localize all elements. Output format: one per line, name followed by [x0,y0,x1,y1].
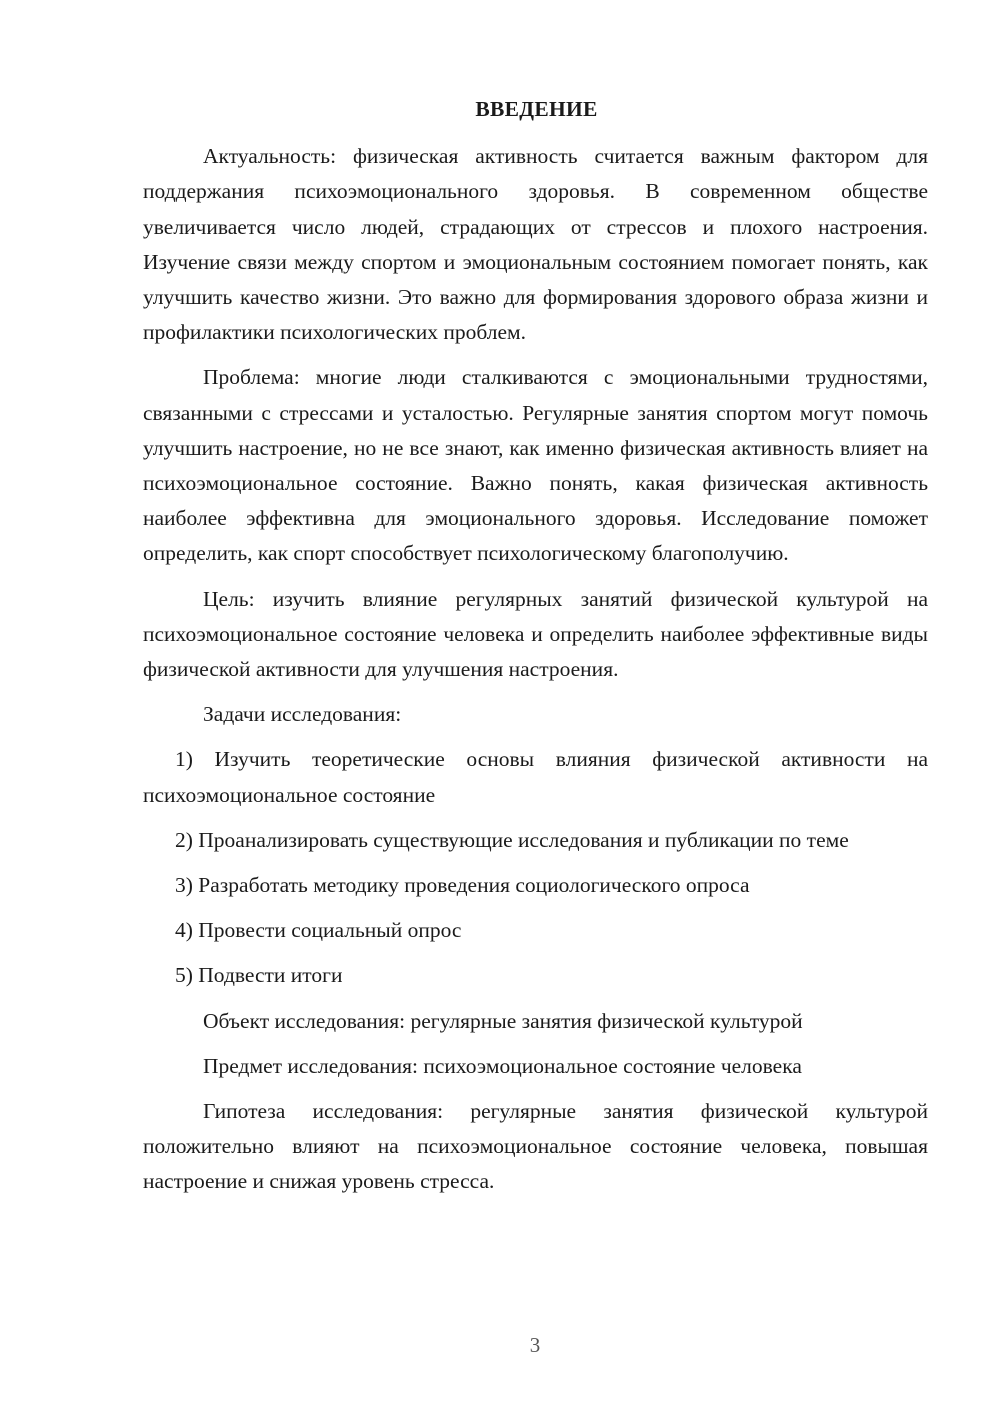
task-item-1: 1) Изучить теоретические основы влияния физической активности на психоэмоциональное состояние [143,747,928,807]
task-item-2: 2) Проанализировать существующие исследования и публикации по теме [175,827,849,852]
tasks-heading: Задачи исследования: [203,702,402,727]
section-title: ВВЕДЕНИЕ [475,97,598,121]
task-item-4: 4) Провести социальный опрос [175,918,462,943]
task-item-3: 3) Разработать методику проведения социологического опроса [175,873,750,898]
subject-paragraph: Предмет исследования: психоэмоциональное состояние человека [203,1053,802,1078]
task-item-5: 5) Подвести итоги [175,963,343,988]
problem-paragraph: Проблема: многие люди сталкиваются с эмоциональными трудностями, связанными с стрессами и усталостью. Регулярные занятия спортом могут помочь улучшить настроение, но не все знают, как именно физическая активность влияет на психоэмоциональное состояние. Важно понять, какая физическая активность наиболее эффективна для эмоционального здоровья. Исследование поможет определить, как спорт способствует психологическому благополучию. [143,365,928,566]
goal-paragraph: Цель: изучить влияние регулярных занятий физической культурой на психоэмоциональное состояние человека и определить наиболее эффективные виды физической активности для улучшения настроения. [143,586,928,682]
page-number: 3 [529,1333,541,1357]
hypothesis-paragraph: Гипотеза исследования: регулярные занятия физической культурой положительно влияют на психоэмоциональное состояние человека, повышая настроение и снижая уровень стресса. [143,1099,928,1194]
object-paragraph: Объект исследования: регулярные занятия физической культурой [203,1008,803,1033]
relevance-paragraph: Актуальность: физическая активность считается важным фактором для поддержания психоэмоционального здоровья. В современном обществе увеличивается число людей, страдающих от стрессов и плохого настроения. Изучение связи между спортом и эмоциональным состоянием помогает понять, как улучшить качество жизни. Это важно для формирования здорового образа жизни и профилактики психологических проблем. [143,144,928,345]
document-page [143,92,928,1210]
